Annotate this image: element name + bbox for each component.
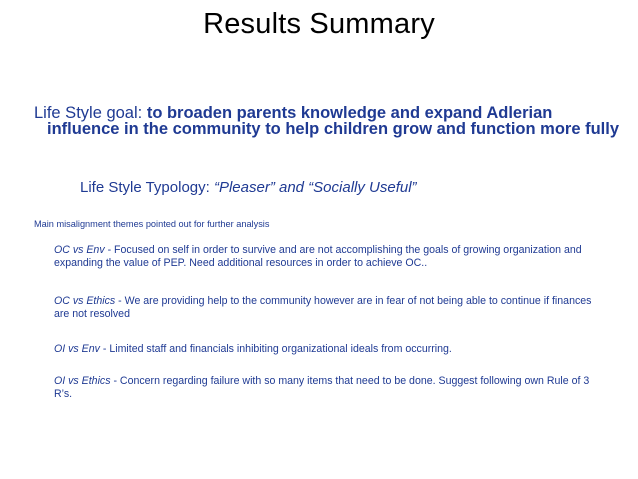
life-style-typology-label: Life Style Typology: <box>80 179 214 196</box>
life-style-goal <box>34 105 624 137</box>
life-style-goal-paragraph <box>34 105 624 137</box>
theme-oi-vs-ethics <box>54 375 604 401</box>
theme-oc-vs-env <box>54 244 604 270</box>
theme-text: - Limited staff and financials inhibiting organizational ideals from occurring. <box>99 343 452 355</box>
theme-tag: OC vs Ethics <box>54 295 116 307</box>
misalignment-heading: Main misalignment themes pointed out for further analysis <box>34 219 270 229</box>
theme-tag: OC vs Env <box>54 244 105 256</box>
theme-text: - We are providing help to the community however are in fear of not being able to continue if finances are not resolved <box>54 295 592 320</box>
theme-text: - Focused on self in order to survive and are not accomplishing the goals of growing organization and expanding the value of PEP. Need additional resources in order to achieve OC.. <box>54 244 582 269</box>
theme-oc-vs-ethics <box>54 295 604 321</box>
life-style-goal-label: Life Style goal: <box>34 104 143 122</box>
life-style-typology <box>80 178 600 198</box>
theme-oi-vs-env <box>54 343 604 356</box>
life-style-goal-text: to broaden parents knowledge and expand Adlerian influence in the community to help children grow and function more fully <box>47 104 620 138</box>
theme-tag: OI vs Env <box>54 343 100 355</box>
theme-tag: OI vs Ethics <box>54 375 111 387</box>
theme-text: - Concern regarding failure with so many items that need to be done. Suggest following own Rule of 3 R’s. <box>54 375 590 400</box>
life-style-typology-value: “Pleaser” and “Socially Useful” <box>213 179 417 196</box>
slide-title: Results Summary <box>203 8 435 40</box>
